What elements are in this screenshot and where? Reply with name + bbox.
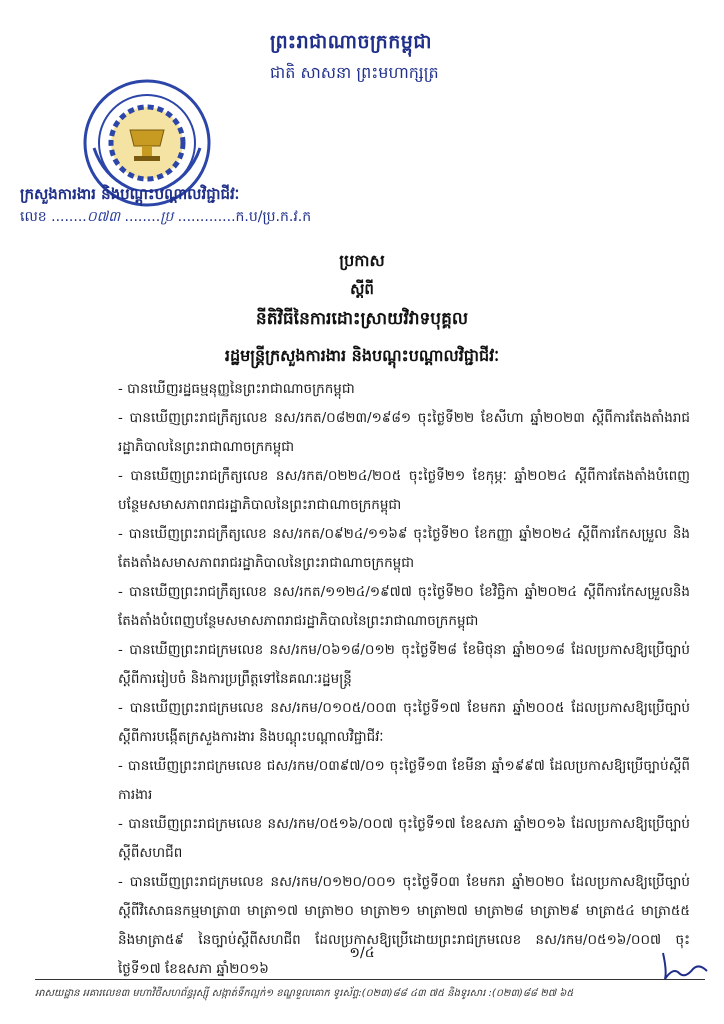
ministry-name: ក្រសួងការងារ និងបណ្តុះបណ្តាលវិជ្ជាជីវៈ bbox=[20, 185, 240, 203]
references-list bbox=[118, 375, 690, 984]
ref-mark: ប្រ bbox=[160, 209, 174, 225]
list-item: - បានឃើញព្រះរាជក្រឹត្យលេខ នស/រកត/០៨២៣/១៩៨១ ចុះថ្ងៃទី២២ ខែសីហា ឆ្នាំ២០២៣ ស្តីពីការតែងតាំងរាជរដ្ឋាភិបាលនៃព្រះរាជាណាចក្រកម្ពុជា bbox=[118, 410, 690, 455]
list-item: - បានឃើញព្រះរាជក្រមលេខ នស/រកម/០៦១៨/០១២ ចុះថ្ងៃទី២៨ ខែមិថុនា ឆ្នាំ២០១៨ ដែលប្រកាសឱ្យប្រើច្បាប់ស្តីពីការរៀបចំ និងការប្រព្រឹត្តទៅនៃគណៈរដ្ឋមន្ត្រី bbox=[118, 642, 690, 687]
title-block bbox=[0, 250, 724, 333]
list-item: - បានឃើញព្រះរាជក្រមលេខ នស/រកម/០៥១៦/០០៧ ចុះថ្ងៃទី១៧ ខែឧសភា ឆ្នាំ២០១៦ ដែលប្រកាសឱ្យប្រើច្បាប់ស្តីពីសហជីព bbox=[118, 816, 690, 861]
doc-type: ប្រកាស bbox=[339, 251, 385, 270]
list-item: - បានឃើញព្រះរាជក្រឹត្យលេខ នស/រកត/០២២៤/២០៥ ចុះថ្ងៃទី២១ ខែកុម្ភៈ ឆ្នាំ២០២៤ ស្តីពីការតែងតាំងបំពេញបន្ថែមសមាសភាពរាជរដ្ឋាភិបាលនៃព្រះរាជាណាចក្រកម្ពុជា bbox=[118, 468, 690, 513]
list-item: - បានឃើញព្រះរាជក្រមលេខ ជស/រកម/០៣៩៧/០១ ចុះថ្ងៃទី១៣ ខែមីនា ឆ្នាំ១៩៩៧ ដែលប្រកាសឱ្យប្រើច្បាប់ស្តីពីការងារ bbox=[118, 758, 690, 803]
doc-subject: នីតិវិធីនៃការដោះស្រាយវិវាទបុគ្គល bbox=[255, 309, 469, 329]
doc-regarding: ស្តីពី bbox=[350, 280, 374, 298]
footer-address: អាសយដ្ឋាន អគារលេខ៣ មហាវិថីសហព័ន្ធរុស្ស៊ី សង្កាត់ទឹកល្អក់១ ខណ្ឌទួលគោក ទូរស័ព្ទ:(០២៣)៨៨ ៤៣ ៧៥ និងទូរសារ :(០២៣)៨៨ ២៧ ៦៥ bbox=[35, 988, 574, 999]
page-number: ១/៤ bbox=[349, 945, 375, 961]
kingdom-header bbox=[270, 30, 530, 86]
list-item: - បានឃើញរដ្ឋធម្មនុញ្ញនៃព្រះរាជាណាចក្រកម្ពុជា bbox=[118, 381, 355, 397]
footer-divider bbox=[35, 979, 705, 980]
ref-label: លេខ bbox=[20, 209, 47, 225]
minister-heading: រដ្ឋមន្ត្រីក្រសួងការងារ និងបណ្តុះបណ្តាលវិជ្ជាជីវៈ bbox=[224, 346, 500, 365]
reference-line: លេខ ........០៧៣ ........ប្រ .............ក.ប/ប្រ.ក.វ.ក bbox=[20, 209, 312, 225]
ref-suffix: ក.ប/ប្រ.ក.វ.ក bbox=[235, 209, 312, 225]
list-item: - បានឃើញព្រះរាជក្រមលេខ នស/រកម/០១០៥/០០៣ ចុះថ្ងៃទី១៧ ខែមករា ឆ្នាំ២០០៥ ដែលប្រកាសឱ្យប្រើច្បាប់ស្តីពីការបង្កើតក្រសួងការងារ និងបណ្តុះបណ្តាលវិជ្ជាជីវៈ bbox=[118, 700, 690, 745]
national-motto: ជាតិ សាសនា ព្រះមហាក្សត្រ bbox=[270, 63, 439, 82]
list-item: - បានឃើញព្រះរាជក្រមលេខ នស/រកម/០១២០/០០១ ចុះថ្ងៃទី០៣ ខែមករា ឆ្នាំ២០២០ ដែលប្រកាសឱ្យប្រើច្បាប់ស្តីពីវិសោធនកម្មមាត្រា៣ មាត្រា១៧ មាត្រា២០ មាត្រា២១ មាត្រា២៧ មាត្រា២៨ មាត្រា២៩ មាត្រា៥៤ មាត្រា៥៥ និងមាត្រា៥៩ នៃច្បាប់ស្តីពីសហជីព ដែលប្រកាសឱ្យប្រើដោយព្រះរាជក្រមលេខ នស/រកម/០៥១៦/០០៧ ចុះថ្ងៃទី១៧ ខែឧសភា ឆ្នាំ២០១៦ bbox=[118, 874, 690, 977]
ref-number: ០៧៣ bbox=[86, 209, 121, 225]
list-item: - បានឃើញព្រះរាជក្រឹត្យលេខ នស/រកត/០៩២៤/១១៦៩ ចុះថ្ងៃទី២០ ខែកញ្ញា ឆ្នាំ២០២៤ ស្តីពីការកែសម្រួល និងតែងតាំងសមាសភាពរាជរដ្ឋាភិបាលនៃព្រះរាជាណាចក្រកម្ពុជា bbox=[118, 526, 690, 571]
kingdom-title: ព្រះរាជាណាចក្រកម្ពុជា bbox=[270, 31, 432, 53]
list-item: - បានឃើញព្រះរាជក្រឹត្យលេខ នស/រកត/១១២៤/១៩៧៧ ចុះថ្ងៃទី២០ ខែវិច្ឆិកា ឆ្នាំ២០២៤ ស្តីពីការកែសម្រួលនិងតែងតាំងបំពេញបន្ថែមសមាសភាពរាជរដ្ឋាភិបាលនៃព្រះរាជាណាចក្រកម្ពុជា bbox=[118, 584, 690, 629]
